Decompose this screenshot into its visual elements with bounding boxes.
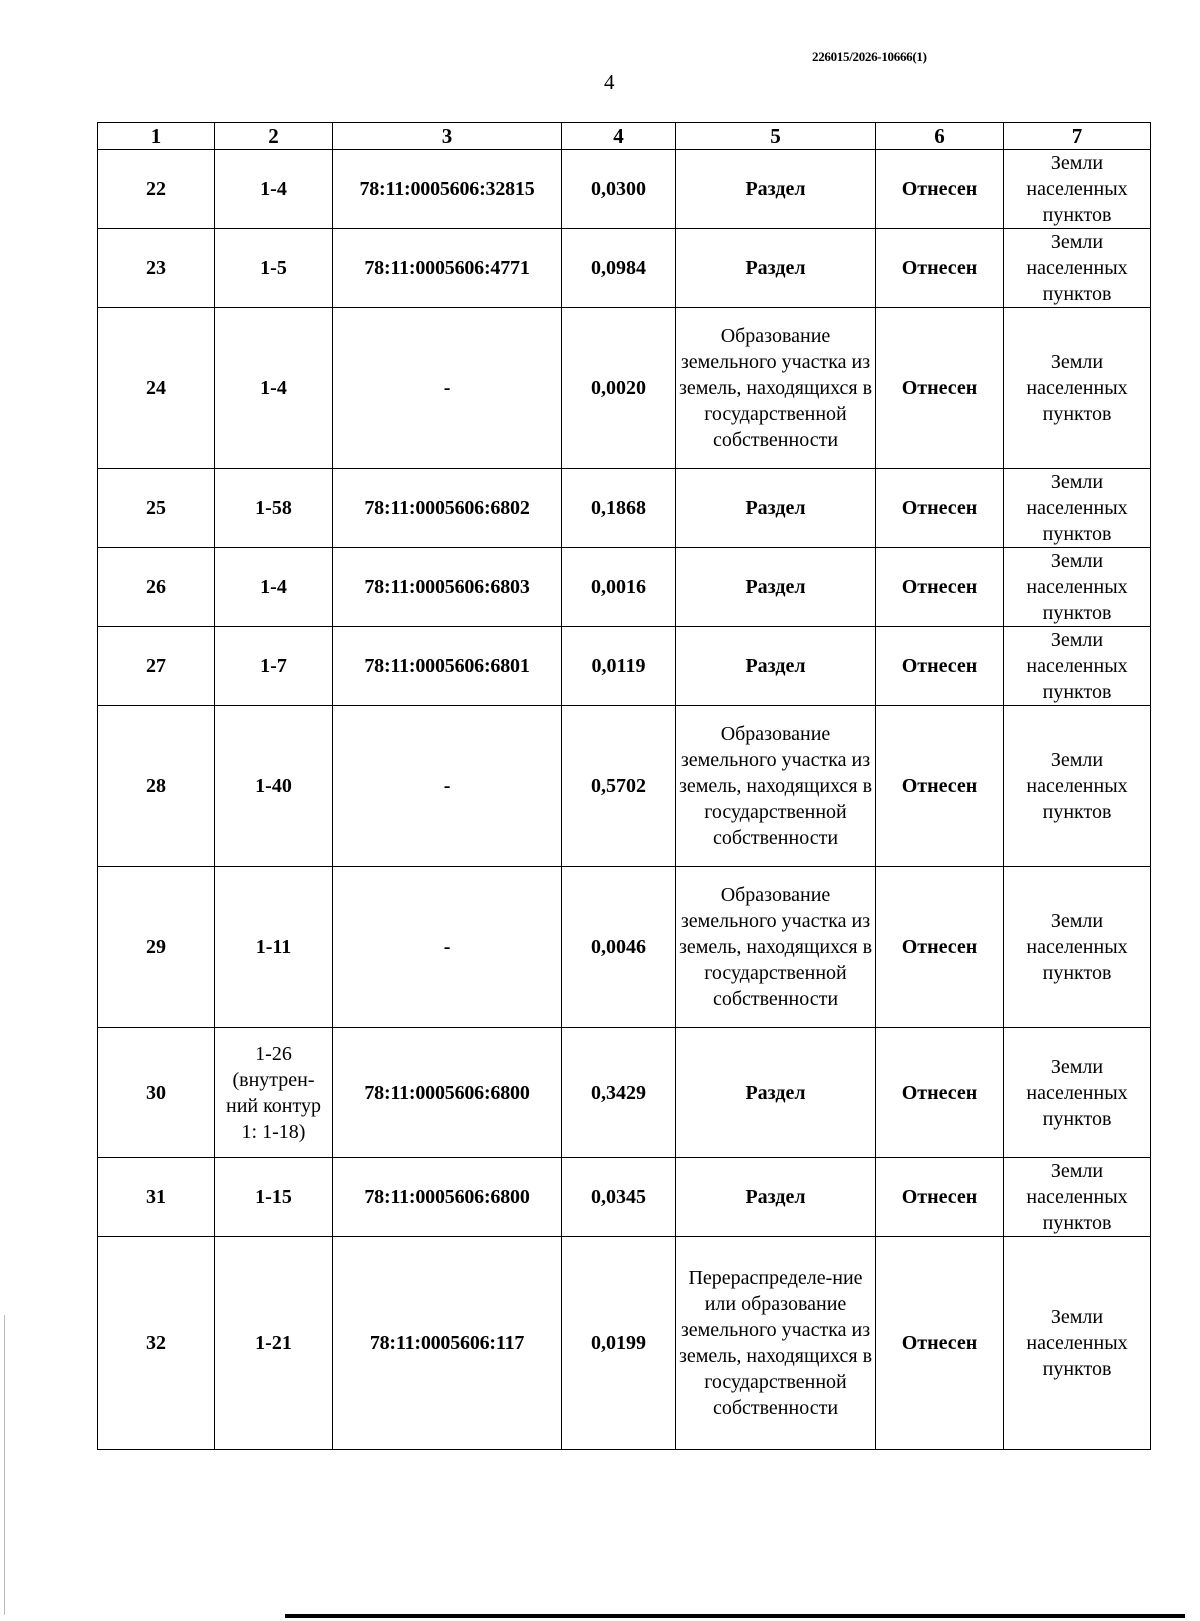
column-header: 7	[1004, 123, 1151, 150]
plot-area: 0,0046	[562, 867, 676, 1028]
boundary-points: 1-4	[215, 150, 333, 229]
table-row	[98, 1237, 1151, 1450]
land-category: Земли населенных пунктов	[1004, 1028, 1151, 1158]
assignment-status: Отнесен	[876, 150, 1004, 229]
page-number: 4	[604, 70, 615, 94]
boundary-points: 1-58	[215, 469, 333, 548]
assignment-status: Отнесен	[876, 1158, 1004, 1237]
land-category: Земли населенных пунктов	[1004, 548, 1151, 627]
scan-margin-mark	[4, 1315, 5, 1615]
column-header: 6	[876, 123, 1004, 150]
row-number: 26	[98, 548, 215, 627]
assignment-status: Отнесен	[876, 229, 1004, 308]
table-row	[98, 627, 1151, 706]
land-category: Земли населенных пунктов	[1004, 1237, 1151, 1450]
table-header-row	[98, 123, 1151, 150]
land-category: Земли населенных пунктов	[1004, 229, 1151, 308]
column-header: 3	[333, 123, 562, 150]
formation-method: Раздел	[676, 1028, 876, 1158]
table-row	[98, 706, 1151, 867]
row-number: 32	[98, 1237, 215, 1450]
boundary-points: 1-15	[215, 1158, 333, 1237]
land-category: Земли населенных пунктов	[1004, 150, 1151, 229]
plot-area: 0,0119	[562, 627, 676, 706]
row-number: 22	[98, 150, 215, 229]
table-row	[98, 150, 1151, 229]
land-category: Земли населенных пунктов	[1004, 706, 1151, 867]
formation-method: Образование земельного участка из земель, находящихся в государственной собственности	[676, 308, 876, 469]
land-plots-table	[97, 122, 1151, 1450]
row-number: 30	[98, 1028, 215, 1158]
plot-area: 0,0345	[562, 1158, 676, 1237]
formation-method: Раздел	[676, 150, 876, 229]
cadastral-number: 78:11:0005606:6800	[333, 1158, 562, 1237]
plot-area: 0,0984	[562, 229, 676, 308]
formation-method: Раздел	[676, 548, 876, 627]
row-number: 27	[98, 627, 215, 706]
cadastral-number: -	[333, 867, 562, 1028]
table-row	[98, 469, 1151, 548]
row-number: 24	[98, 308, 215, 469]
scan-edge-line	[285, 1614, 1185, 1618]
formation-method: Раздел	[676, 469, 876, 548]
column-header: 1	[98, 123, 215, 150]
column-header: 2	[215, 123, 333, 150]
cadastral-number: 78:11:0005606:6801	[333, 627, 562, 706]
land-category: Земли населенных пунктов	[1004, 1158, 1151, 1237]
cadastral-number: 78:11:0005606:32815	[333, 150, 562, 229]
plot-area: 0,5702	[562, 706, 676, 867]
cadastral-number: 78:11:0005606:4771	[333, 229, 562, 308]
table-row	[98, 867, 1151, 1028]
cadastral-number: 78:11:0005606:6802	[333, 469, 562, 548]
boundary-points: 1-5	[215, 229, 333, 308]
table-row	[98, 1028, 1151, 1158]
formation-method: Образование земельного участка из земель, находящихся в государственной собственности	[676, 867, 876, 1028]
boundary-points: 1-26 (внутрен-ний контур 1: 1-18)	[215, 1028, 333, 1158]
cadastral-number: 78:11:0005606:117	[333, 1237, 562, 1450]
land-category: Земли населенных пунктов	[1004, 867, 1151, 1028]
document-code: 226015/2026-10666(1)	[812, 49, 927, 64]
land-category: Земли населенных пунктов	[1004, 469, 1151, 548]
assignment-status: Отнесен	[876, 706, 1004, 867]
assignment-status: Отнесен	[876, 1237, 1004, 1450]
column-header: 4	[562, 123, 676, 150]
assignment-status: Отнесен	[876, 1028, 1004, 1158]
plot-area: 0,1868	[562, 469, 676, 548]
plot-area: 0,0016	[562, 548, 676, 627]
formation-method: Перераспределе-ние или образование земельного участка из земель, находящихся в государственной собственности	[676, 1237, 876, 1450]
assignment-status: Отнесен	[876, 548, 1004, 627]
boundary-points: 1-4	[215, 548, 333, 627]
row-number: 25	[98, 469, 215, 548]
boundary-points: 1-40	[215, 706, 333, 867]
formation-method: Раздел	[676, 229, 876, 308]
boundary-points: 1-11	[215, 867, 333, 1028]
table-row	[98, 229, 1151, 308]
plot-area: 0,0020	[562, 308, 676, 469]
land-category: Земли населенных пунктов	[1004, 627, 1151, 706]
row-number: 29	[98, 867, 215, 1028]
assignment-status: Отнесен	[876, 627, 1004, 706]
plot-area: 0,3429	[562, 1028, 676, 1158]
cadastral-number: -	[333, 706, 562, 867]
row-number: 28	[98, 706, 215, 867]
formation-method: Образование земельного участка из земель, находящихся в государственной собственности	[676, 706, 876, 867]
boundary-points: 1-7	[215, 627, 333, 706]
cadastral-number: -	[333, 308, 562, 469]
assignment-status: Отнесен	[876, 867, 1004, 1028]
formation-method: Раздел	[676, 1158, 876, 1237]
boundary-points: 1-21	[215, 1237, 333, 1450]
table-row	[98, 548, 1151, 627]
plot-area: 0,0199	[562, 1237, 676, 1450]
assignment-status: Отнесен	[876, 469, 1004, 548]
formation-method: Раздел	[676, 627, 876, 706]
column-header: 5	[676, 123, 876, 150]
cadastral-number: 78:11:0005606:6800	[333, 1028, 562, 1158]
cadastral-number: 78:11:0005606:6803	[333, 548, 562, 627]
plot-area: 0,0300	[562, 150, 676, 229]
row-number: 31	[98, 1158, 215, 1237]
row-number: 23	[98, 229, 215, 308]
table-row	[98, 308, 1151, 469]
boundary-points: 1-4	[215, 308, 333, 469]
land-category: Земли населенных пунктов	[1004, 308, 1151, 469]
table-row	[98, 1158, 1151, 1237]
assignment-status: Отнесен	[876, 308, 1004, 469]
